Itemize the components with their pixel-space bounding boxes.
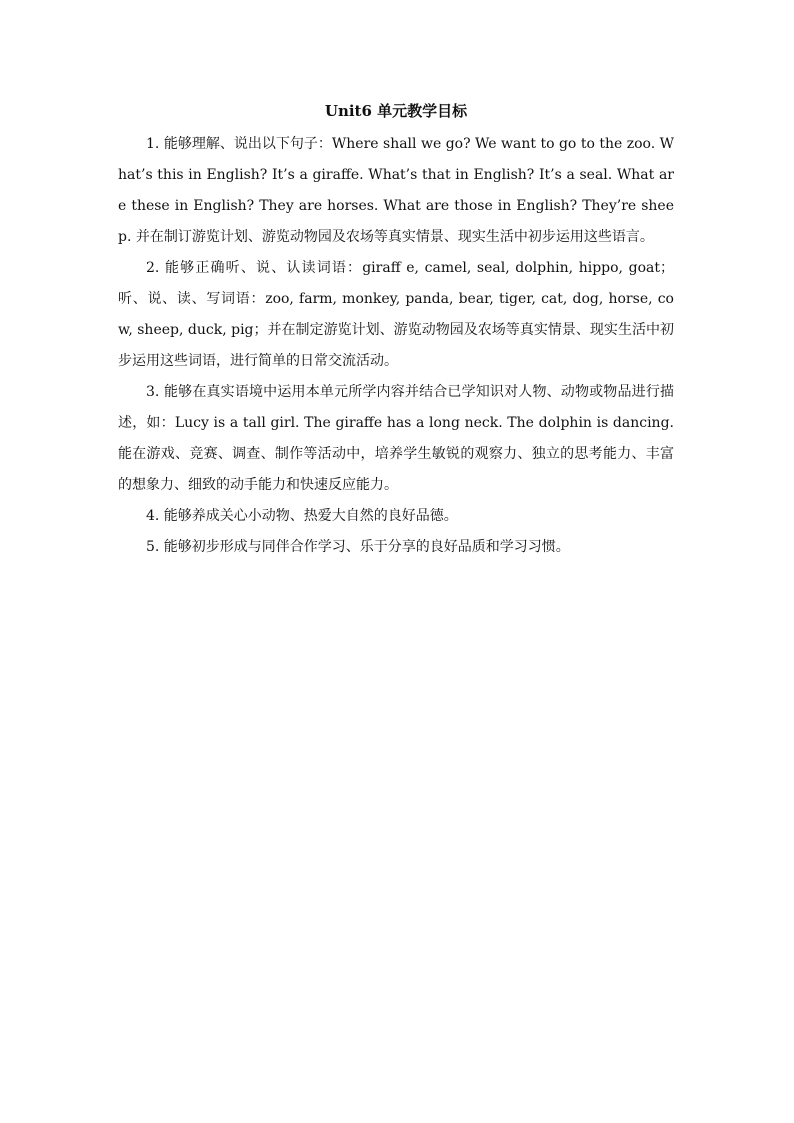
objective-paragraph-3: 3. 能够在真实语境中运用本单元所学内容并结合已学知识对人物、动物或物品进行描述，如：Lucy is a tall girl. The giraffe has a long neck. The dolphin is dancing. 能在游戏、竞赛、调查、制作等活动中，培养学生敏锐的观察力、独立的思考能力、丰富的想象力、细致的动手能力和快速反应能力。 <box>118 384 674 493</box>
document-body <box>118 100 674 563</box>
objective-paragraph-2: 2. 能够正确听、说、认读词语：giraff e, camel, seal, dolphin, hippo, goat；听、说、读、写词语：zoo, farm, monkey, panda, bear, tiger, cat, dog, horse, cow, sheep, duck, pig；并在制定游览计划、游览动物园及农场等真实情景、现实生活中初步运用这些词语，进行简单的日常交流活动。 <box>118 260 674 369</box>
document-title: Unit6 单元教学目标 <box>324 102 468 120</box>
objective-paragraph-4: 4. 能够养成关心小动物、热爱大自然的良好品德。 <box>146 508 458 524</box>
objective-paragraph-5: 5. 能够初步形成与同伴合作学习、乐于分享的良好品质和学习习惯。 <box>146 539 570 555</box>
objective-paragraph-1: 1. 能够理解、说出以下句子：Where shall we go? We want to go to the zoo. What’s this in English? It’s a giraffe. What’s that in English? It’s a seal. What are these in English? They are horses. What are those in English? They’re sheep. 并在制订游览计划、游览动物园及农场等真实情景、现实生活中初步运用这些语言。 <box>118 136 674 245</box>
